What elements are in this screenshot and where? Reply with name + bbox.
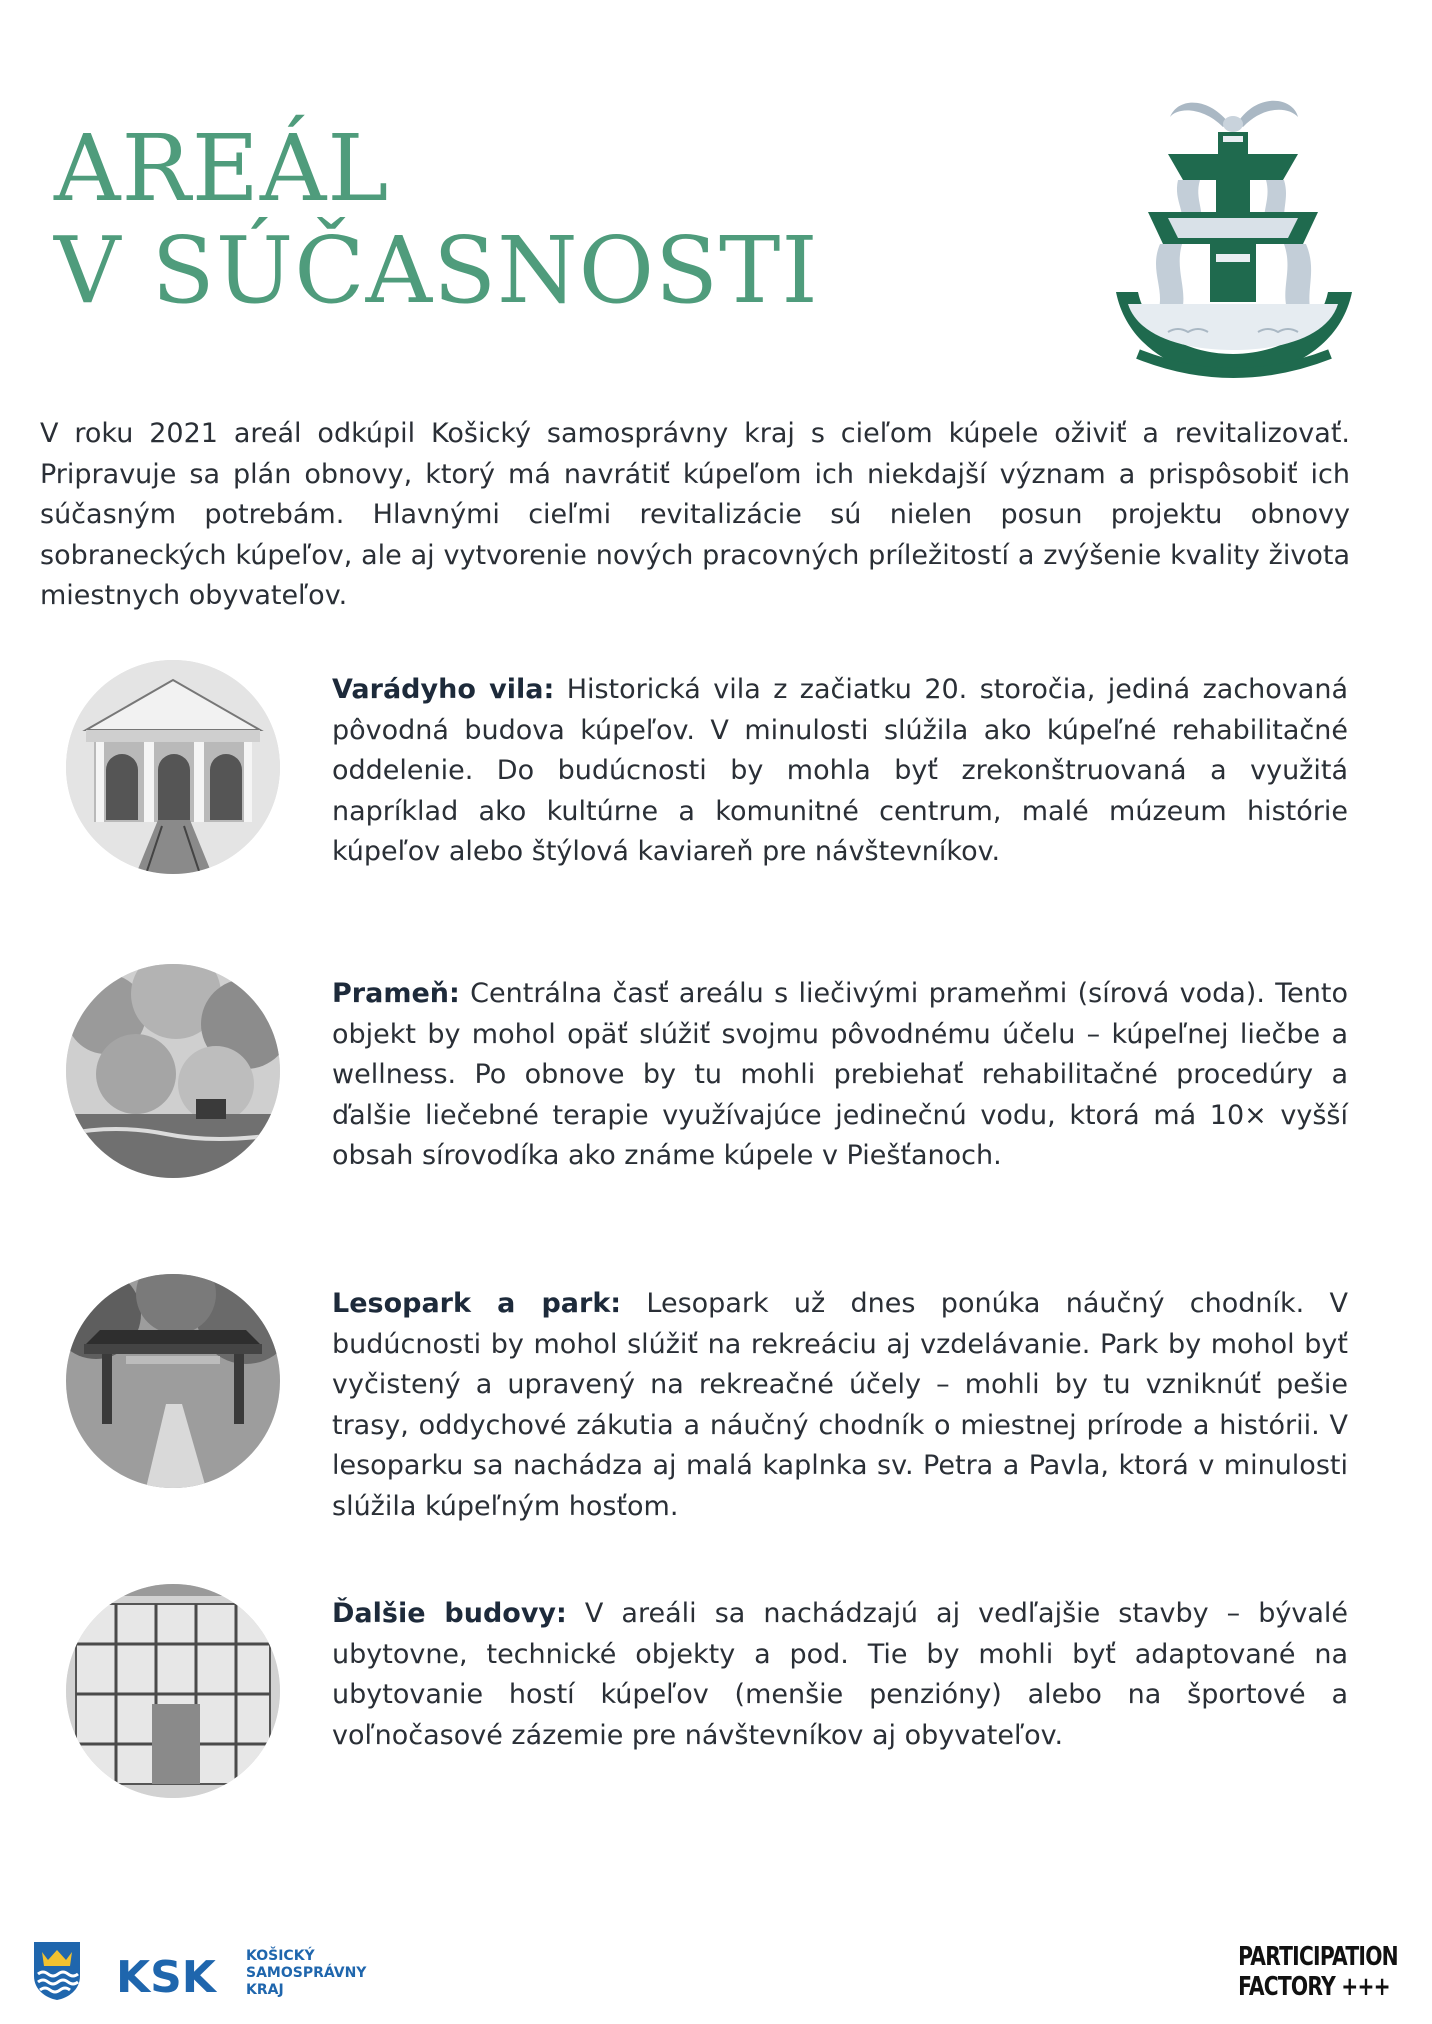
ksk-logo	[116, 1956, 240, 1998]
section-body: Lesopark už dnes ponúka náučný chodník. V budúcnosti by mohol slúžiť na rekreáciu aj vzdelávanie. Park by mohol byť vyčistený a upravený na rekreačné účely – mohli by tu vzniknúť pešie trasy, oddychové zákutia a náučný chodník o miestnej prírode a histórii. V lesoparku sa nachádza aj malá kaplnka sv. Petra a Pavla, ktorá v minulosti slúžila kúpeľným hosťom.	[332, 1288, 1348, 1522]
participation-factory-logo: PARTICIPATION FACTORY +++	[1238, 1942, 1398, 2002]
section-text	[332, 670, 1348, 873]
section-body: Historická vila z začiatku 20. storočia, jediná zachovaná pôvodná budova kúpeľov. V minulosti slúžila ako kúpeľné rehabilitačné oddelenie. Do budúcnosti by mohla byť zrekonštruovaná a využitá napríklad ako kultúrne a komunitné centrum, malé múzeum histórie kúpeľov alebo štýlová kaviareň pre návštevníkov.	[332, 674, 1348, 867]
section-heading: Prameň:	[332, 978, 460, 1009]
title-line-1: AREÁL	[54, 115, 390, 222]
buildings-photo	[66, 1584, 280, 1798]
spring-photo	[66, 964, 280, 1178]
fountain-illustration	[1108, 92, 1358, 382]
ksk-branding	[32, 1940, 372, 2004]
page-title	[54, 115, 819, 324]
section-body: Centrálna časť areálu s liečivými prameňmi (sírová voda). Tento objekt by mohol opäť slúžiť svojmu pôvodnému účelu – kúpeľnej liečbe a wellness. Po obnove by tu mohli prebiehať rehabilitačné procedúry a ďalšie liečebné terapie využívajúce jedinečnú vodu, ktorá má 10× vyšší obsah sírovodíka ako známe kúpele v Piešťanoch.	[332, 978, 1348, 1171]
section-heading: Varádyho vila:	[332, 674, 555, 705]
section-text	[332, 1284, 1348, 1527]
ksk-name: KOŠICKÝ SAMOSPRÁVNY KRAJ	[246, 1948, 367, 1998]
section-heading: Ďalšie budovy:	[332, 1598, 567, 1629]
section-body: V areáli sa nachádzajú aj vedľajšie stavby – bývalé ubytovne, technické objekty a pod. Tie by mohli byť adaptované na ubytovanie hostí kúpeľov (menšie penzióny) alebo na športové a voľnočasové zázemie pre návštevníkov aj obyvateľov.	[332, 1598, 1348, 1751]
villa-photo	[66, 660, 280, 874]
section-heading: Lesopark a park:	[332, 1288, 622, 1319]
park-photo	[66, 1274, 280, 1488]
crest-icon	[32, 1940, 82, 2002]
svg-text:KSK: KSK	[116, 1956, 216, 1998]
section-text	[332, 974, 1348, 1177]
intro-paragraph: V roku 2021 areál odkúpil Košický samosprávny kraj s cieľom kúpele oživiť a revitalizovať. Pripravuje sa plán obnovy, ktorý má navrátiť kúpeľom ich niekdajší význam a prispôsobiť ich súčasným potrebám. Hlavnými cieľmi revitalizácie sú nielen posun projektu obnovy sobraneckých kúpeľov, ale aj vytvorenie nových pracovných príležitostí a zvýšenie kvality života miestnych obyvateľov.	[40, 418, 1350, 611]
title-line-2: V SÚČASNOSTI	[54, 217, 819, 324]
section-text	[332, 1594, 1348, 1756]
